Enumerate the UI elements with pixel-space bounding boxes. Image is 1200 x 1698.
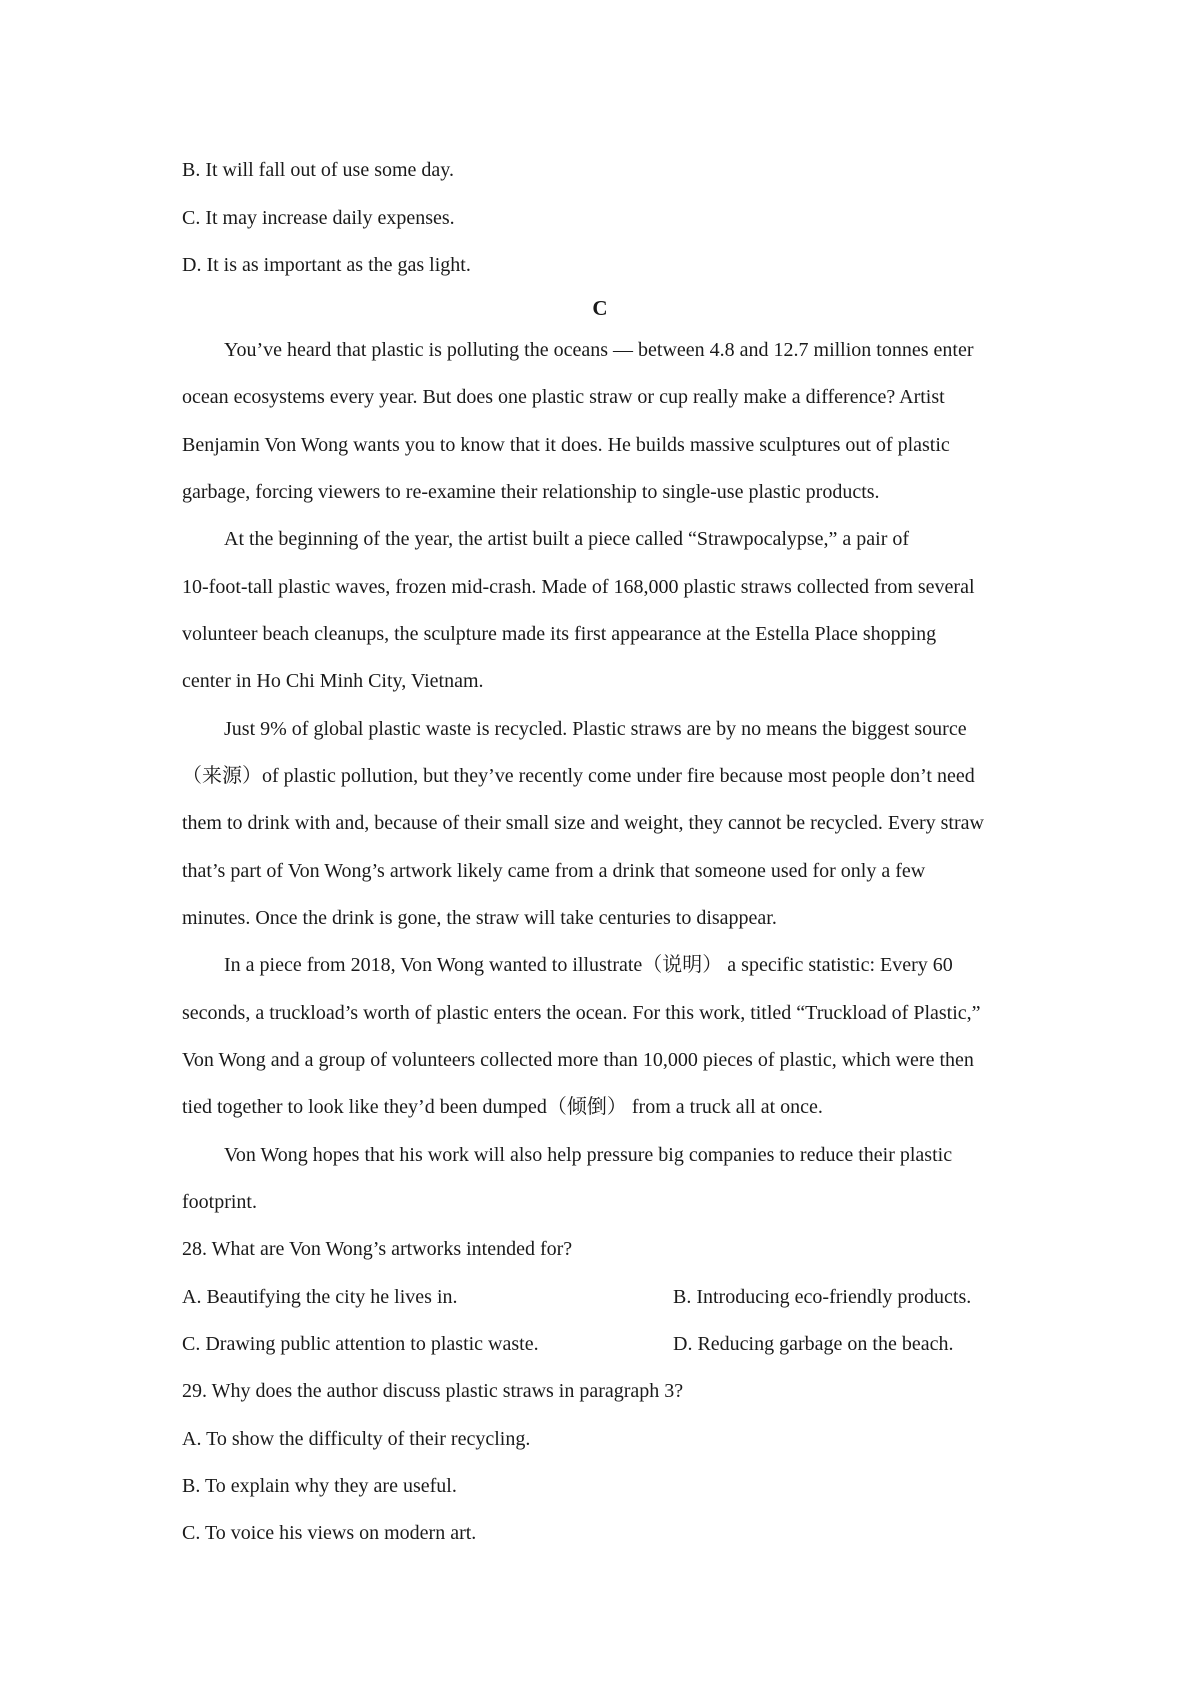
passage-line: garbage, forcing viewers to re-examine their relationship to single-use plastic products.	[182, 481, 880, 503]
passage-line: 10-foot-tall plastic waves, frozen mid-crash. Made of 168,000 plastic straws collected from several	[182, 576, 975, 598]
question-28-option-d: D. Reducing garbage on the beach.	[673, 1333, 954, 1355]
question-29-stem: 29. Why does the author discuss plastic straws in paragraph 3?	[182, 1380, 684, 1402]
passage-line: In a piece from 2018, Von Wong wanted to illustrate（说明） a specific statistic: Every 60	[224, 954, 953, 976]
passage-line: ocean ecosystems every year. But does one plastic straw or cup really make a difference? Artist	[182, 386, 945, 408]
question-28-stem: 28. What are Von Wong’s artworks intended for?	[182, 1238, 573, 1260]
passage-line: Just 9% of global plastic waste is recycled. Plastic straws are by no means the biggest source	[224, 718, 967, 740]
passage-line: footprint.	[182, 1191, 257, 1213]
passage-line: Von Wong hopes that his work will also help pressure big companies to reduce their plastic	[224, 1144, 953, 1166]
passage-line: minutes. Once the drink is gone, the straw will take centuries to disappear.	[182, 907, 777, 929]
passage-line: center in Ho Chi Minh City, Vietnam.	[182, 670, 484, 692]
passage-line: Benjamin Von Wong wants you to know that it does. He builds massive sculptures out of plastic	[182, 434, 950, 456]
question-29-option-a: A. To show the difficulty of their recycling.	[182, 1428, 531, 1450]
question-28-option-b: B. Introducing eco-friendly products.	[673, 1286, 972, 1308]
passage-line: tied together to look like they’d been dumped（倾倒） from a truck all at once.	[182, 1096, 823, 1118]
passage-line: You’ve heard that plastic is polluting the oceans — between 4.8 and 12.7 million tonnes enter	[224, 339, 974, 361]
question-28-option-c: C. Drawing public attention to plastic waste.	[182, 1333, 539, 1355]
question-29-option-b: B. To explain why they are useful.	[182, 1475, 457, 1497]
passage-line: Von Wong and a group of volunteers collected more than 10,000 pieces of plastic, which were then	[182, 1049, 974, 1071]
section-heading: C	[592, 296, 608, 320]
prev-option-d: D. It is as important as the gas light.	[182, 254, 471, 276]
passage-line: seconds, a truckload’s worth of plastic enters the ocean. For this work, titled “Truckload of Plastic,”	[182, 1002, 981, 1024]
passage-line: them to drink with and, because of their small size and weight, they cannot be recycled. Every straw	[182, 812, 984, 834]
question-28-option-a: A. Beautifying the city he lives in.	[182, 1286, 458, 1308]
passage-line: that’s part of Von Wong’s artwork likely came from a drink that someone used for only a few	[182, 860, 926, 882]
question-29-option-c: C. To voice his views on modern art.	[182, 1522, 477, 1544]
prev-option-c: C. It may increase daily expenses.	[182, 207, 455, 229]
passage-line: volunteer beach cleanups, the sculpture made its first appearance at the Estella Place shopping	[182, 623, 937, 645]
prev-option-b: B. It will fall out of use some day.	[182, 159, 454, 181]
passage-line: （来源）of plastic pollution, but they’ve recently come under fire because most people don’t need	[182, 765, 975, 787]
passage-line: At the beginning of the year, the artist built a piece called “Strawpocalypse,” a pair of	[224, 528, 910, 550]
